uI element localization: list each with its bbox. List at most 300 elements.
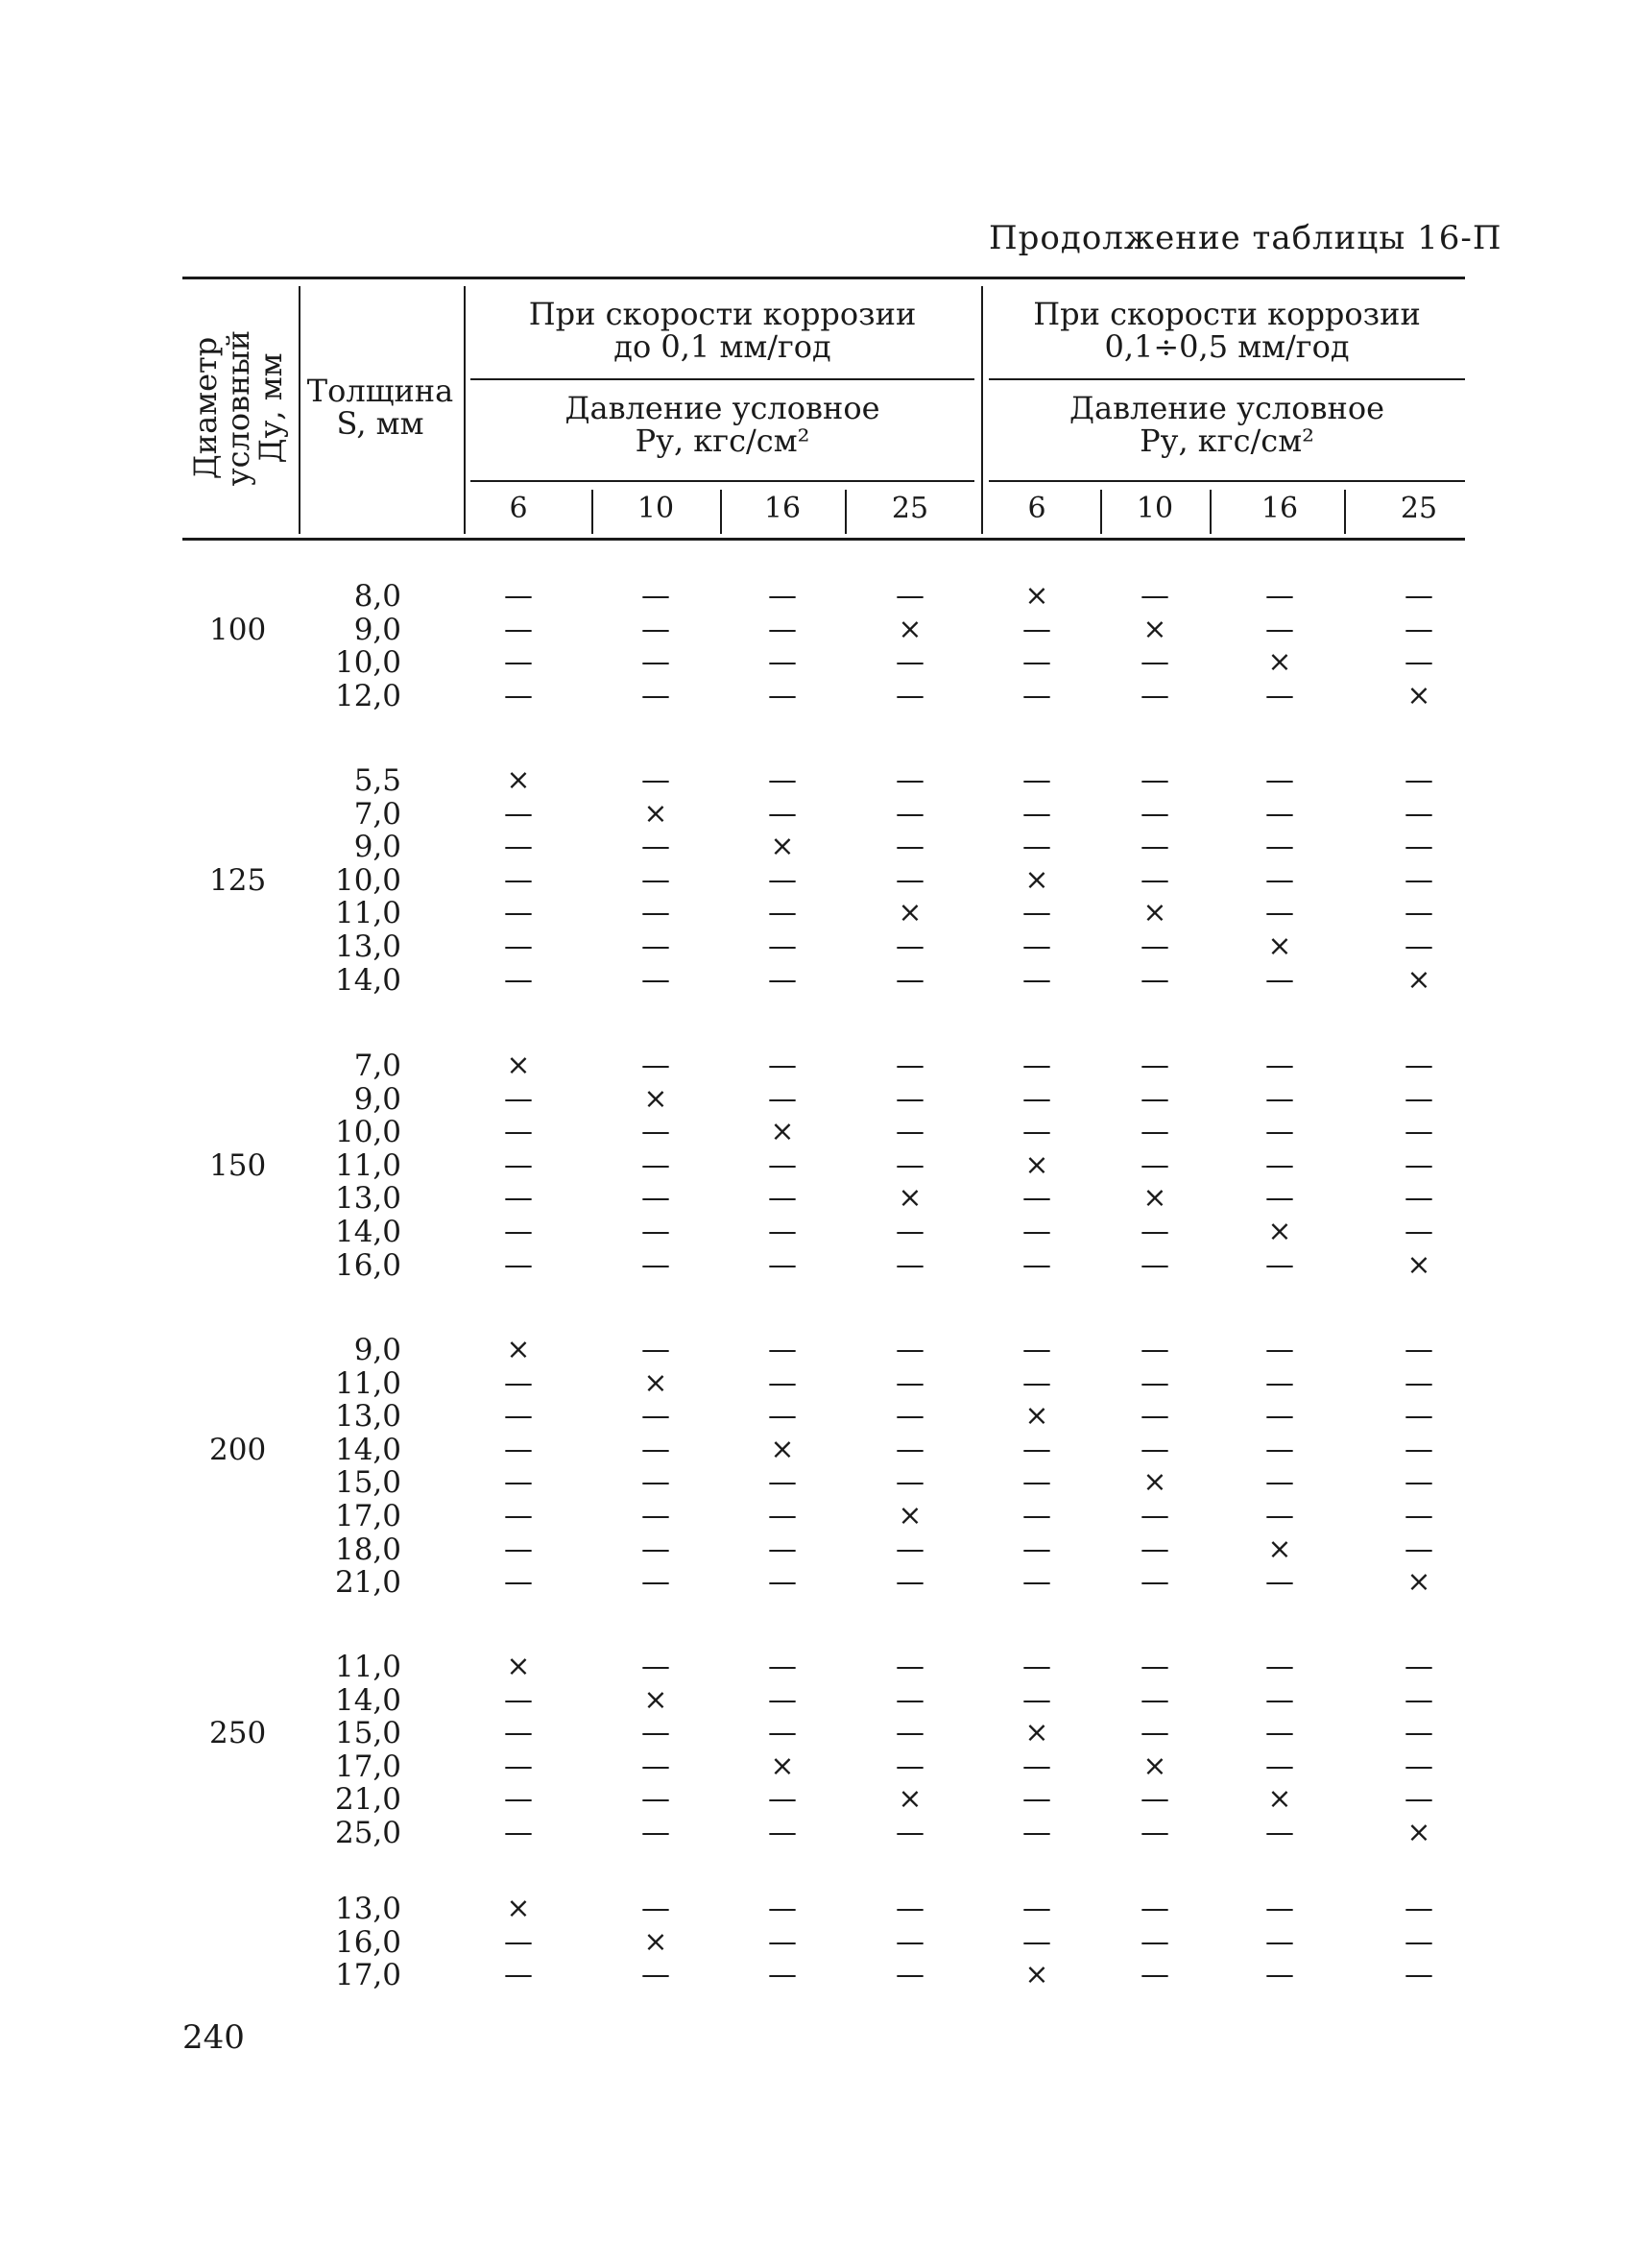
header-divider [1344,490,1346,534]
not-applicable-dash: — [1265,579,1294,613]
not-applicable-dash: — [504,1958,533,1992]
not-applicable-dash: — [1141,678,1169,712]
not-applicable-dash: — [896,1115,925,1149]
not-applicable-dash: — [896,1958,925,1992]
applicable-mark: × [643,1081,668,1116]
not-applicable-dash: — [1141,830,1169,864]
not-applicable-dash: — [1405,1049,1433,1082]
not-applicable-dash: — [504,678,533,712]
not-applicable-dash: — [1141,1115,1169,1149]
not-applicable-dash: — [1265,1399,1294,1434]
not-applicable-dash: — [504,1081,533,1116]
not-applicable-dash: — [1141,1432,1169,1466]
not-applicable-dash: — [768,1147,797,1182]
pressure-header-2: Давление условное Pу, кгс/см² [1069,390,1385,459]
not-applicable-dash: — [641,1650,670,1683]
not-applicable-dash: — [768,612,797,646]
not-applicable-dash: — [1141,1215,1169,1248]
not-applicable-dash: — [1022,645,1051,680]
not-applicable-dash: — [1405,1924,1433,1959]
not-applicable-dash: — [641,962,670,997]
not-applicable-dash: — [504,1565,533,1600]
not-applicable-dash: — [896,1147,925,1182]
not-applicable-dash: — [504,1432,533,1466]
not-applicable-dash: — [1022,1465,1051,1500]
diameter-value: 100 [209,612,267,647]
not-applicable-dash: — [504,1365,533,1400]
not-applicable-dash: — [768,1399,797,1434]
not-applicable-dash: — [1022,678,1051,712]
not-applicable-dash: — [768,678,797,712]
not-applicable-dash: — [641,929,670,963]
not-applicable-dash: — [1405,1115,1433,1149]
not-applicable-dash: — [896,1749,925,1783]
not-applicable-dash: — [504,1247,533,1282]
not-applicable-dash: — [768,1532,797,1566]
not-applicable-dash: — [641,1115,670,1149]
not-applicable-dash: — [768,1215,797,1248]
not-applicable-dash: — [896,862,925,897]
applicable-mark: × [898,1782,923,1817]
not-applicable-dash: — [1265,830,1294,864]
not-applicable-dash: — [768,1333,797,1366]
not-applicable-dash: — [896,1081,925,1116]
not-applicable-dash: — [896,962,925,997]
not-applicable-dash: — [1022,1215,1051,1248]
pressure-value: 6 [1027,492,1046,525]
not-applicable-dash: — [641,1816,670,1849]
not-applicable-dash: — [1265,763,1294,797]
not-applicable-dash: — [1265,1147,1294,1182]
not-applicable-dash: — [896,645,925,680]
not-applicable-dash: — [896,1247,925,1282]
not-applicable-dash: — [768,862,797,897]
not-applicable-dash: — [896,1432,925,1466]
not-applicable-dash: — [1405,1958,1433,1992]
diameter-value: 150 [209,1147,267,1183]
not-applicable-dash: — [1022,1365,1051,1400]
not-applicable-dash: — [504,579,533,613]
not-applicable-dash: — [1265,678,1294,712]
not-applicable-dash: — [1022,1115,1051,1149]
thickness-value: 5,5 [353,763,401,798]
thickness-value: 14,0 [334,1682,401,1718]
not-applicable-dash: — [896,830,925,864]
thickness-value: 25,0 [334,1816,401,1850]
not-applicable-dash: — [504,830,533,864]
applicable-mark: × [1406,962,1431,997]
not-applicable-dash: — [1022,1499,1051,1532]
not-applicable-dash: — [1405,1749,1433,1783]
pressure-value: 6 [509,492,528,525]
not-applicable-dash: — [1265,1716,1294,1750]
not-applicable-dash: — [641,645,670,680]
not-applicable-dash: — [1405,1432,1433,1466]
not-applicable-dash: — [768,1924,797,1959]
not-applicable-dash: — [1265,1565,1294,1600]
not-applicable-dash: — [768,1782,797,1817]
not-applicable-dash: — [896,1049,925,1082]
not-applicable-dash: — [1265,862,1294,897]
not-applicable-dash: — [1022,1782,1051,1817]
table-caption: Продолжение таблицы 16-П [989,219,1502,257]
not-applicable-dash: — [1265,1499,1294,1532]
not-applicable-dash: — [1405,1399,1433,1434]
applicable-mark: × [643,1924,668,1959]
header-divider [845,490,847,534]
not-applicable-dash: — [1405,1682,1433,1717]
thickness-value: 9,0 [353,1081,401,1117]
applicable-mark: × [1024,1147,1049,1182]
not-applicable-dash: — [768,579,797,613]
not-applicable-dash: — [1265,1049,1294,1082]
not-applicable-dash: — [768,1081,797,1116]
header-divider [1100,490,1102,534]
not-applicable-dash: — [504,1115,533,1149]
applicable-mark: × [1142,896,1167,930]
header-divider [470,378,974,380]
not-applicable-dash: — [768,763,797,797]
not-applicable-dash: — [896,1682,925,1717]
not-applicable-dash: — [1022,1924,1051,1959]
not-applicable-dash: — [641,1181,670,1216]
not-applicable-dash: — [641,1147,670,1182]
header-divider [591,490,593,534]
applicable-mark: × [898,896,923,930]
thickness-value: 17,0 [334,1499,401,1533]
not-applicable-dash: — [768,962,797,997]
not-applicable-dash: — [641,1565,670,1600]
not-applicable-dash: — [641,1215,670,1248]
not-applicable-dash: — [1141,1147,1169,1182]
not-applicable-dash: — [896,929,925,963]
not-applicable-dash: — [641,1749,670,1783]
not-applicable-dash: — [504,1782,533,1817]
not-applicable-dash: — [1141,1924,1169,1959]
not-applicable-dash: — [1022,1532,1051,1566]
header-divider [989,378,1465,380]
not-applicable-dash: — [1405,830,1433,864]
thickness-value: 10,0 [334,645,401,681]
corrosion-group-1-header: При скорости коррозии до 0,1 мм/год [528,296,917,365]
not-applicable-dash: — [896,1365,925,1400]
table-top-rule [182,277,1465,279]
not-applicable-dash: — [1405,896,1433,930]
not-applicable-dash: — [504,1147,533,1182]
header-divider [1210,490,1212,534]
thickness-value: 16,0 [334,1247,401,1283]
not-applicable-dash: — [1405,763,1433,797]
not-applicable-dash: — [641,763,670,797]
not-applicable-dash: — [504,862,533,897]
thickness-value: 13,0 [334,1181,401,1217]
not-applicable-dash: — [641,1465,670,1500]
not-applicable-dash: — [768,1892,797,1925]
applicable-mark: × [643,796,668,831]
not-applicable-dash: — [1405,1181,1433,1216]
not-applicable-dash: — [1405,1716,1433,1750]
thickness-value: 14,0 [334,962,401,998]
not-applicable-dash: — [896,1650,925,1683]
not-applicable-dash: — [1022,1181,1051,1216]
not-applicable-dash: — [1022,763,1051,797]
not-applicable-dash: — [641,1716,670,1750]
not-applicable-dash: — [896,763,925,797]
not-applicable-dash: — [768,1816,797,1849]
not-applicable-dash: — [1141,645,1169,680]
not-applicable-dash: — [896,796,925,831]
not-applicable-dash: — [504,1465,533,1500]
not-applicable-dash: — [1141,1650,1169,1683]
not-applicable-dash: — [1141,763,1169,797]
applicable-mark: × [1024,862,1049,897]
not-applicable-dash: — [896,1924,925,1959]
thickness-value: 12,0 [334,678,401,713]
applicable-mark: × [1142,1181,1167,1216]
applicable-mark: × [1142,1465,1167,1500]
not-applicable-dash: — [1141,862,1169,897]
not-applicable-dash: — [504,1399,533,1434]
not-applicable-dash: — [896,1716,925,1750]
not-applicable-dash: — [641,678,670,712]
not-applicable-dash: — [1265,1958,1294,1992]
thickness-value: 11,0 [334,1147,401,1183]
not-applicable-dash: — [768,1049,797,1082]
not-applicable-dash: — [1405,579,1433,613]
thickness-value: 10,0 [334,1115,401,1150]
applicable-mark: × [506,1650,531,1683]
applicable-mark: × [1267,1782,1292,1817]
not-applicable-dash: — [1141,929,1169,963]
not-applicable-dash: — [768,1716,797,1750]
not-applicable-dash: — [1141,1365,1169,1400]
not-applicable-dash: — [504,1749,533,1783]
not-applicable-dash: — [1022,962,1051,997]
not-applicable-dash: — [641,862,670,897]
not-applicable-dash: — [641,1892,670,1925]
not-applicable-dash: — [641,1247,670,1282]
not-applicable-dash: — [1141,796,1169,831]
not-applicable-dash: — [1265,612,1294,646]
not-applicable-dash: — [504,796,533,831]
not-applicable-dash: — [641,1532,670,1566]
not-applicable-dash: — [896,579,925,613]
not-applicable-dash: — [504,1716,533,1750]
applicable-mark: × [770,1115,795,1149]
not-applicable-dash: — [768,1958,797,1992]
not-applicable-dash: — [768,1650,797,1683]
not-applicable-dash: — [768,1499,797,1532]
not-applicable-dash: — [896,1465,925,1500]
not-applicable-dash: — [1022,1682,1051,1717]
not-applicable-dash: — [1265,796,1294,831]
thickness-value: 15,0 [334,1716,401,1751]
not-applicable-dash: — [641,1782,670,1817]
applicable-mark: × [1267,1532,1292,1566]
not-applicable-dash: — [768,1565,797,1600]
applicable-mark: × [1024,1399,1049,1434]
not-applicable-dash: — [1405,612,1433,646]
applicable-mark: × [770,1432,795,1466]
not-applicable-dash: — [1405,1081,1433,1116]
not-applicable-dash: — [1405,1782,1433,1817]
not-applicable-dash: — [896,1333,925,1366]
not-applicable-dash: — [1405,1333,1433,1366]
not-applicable-dash: — [504,1924,533,1959]
diameter-value: 250 [209,1716,267,1751]
header-divider [299,286,300,534]
not-applicable-dash: — [1265,1115,1294,1149]
not-applicable-dash: — [768,1181,797,1216]
not-applicable-dash: — [1022,1816,1051,1849]
not-applicable-dash: — [1141,1399,1169,1434]
not-applicable-dash: — [641,1333,670,1366]
pressure-value: 10 [1136,492,1174,525]
not-applicable-dash: — [1265,1924,1294,1959]
not-applicable-dash: — [641,830,670,864]
not-applicable-dash: — [896,1892,925,1925]
not-applicable-dash: — [1022,1749,1051,1783]
not-applicable-dash: — [896,1816,925,1849]
not-applicable-dash: — [896,1215,925,1248]
not-applicable-dash: — [1265,896,1294,930]
thickness-value: 7,0 [353,796,401,832]
not-applicable-dash: — [504,1499,533,1532]
pressure-value: 25 [891,492,929,525]
applicable-mark: × [643,1365,668,1400]
thickness-value: 14,0 [334,1432,401,1467]
applicable-mark: × [1024,579,1049,613]
not-applicable-dash: — [896,1565,925,1600]
applicable-mark: × [898,1181,923,1216]
diameter-value: 125 [209,862,267,898]
not-applicable-dash: — [1405,1465,1433,1500]
not-applicable-dash: — [1141,1892,1169,1925]
applicable-mark: × [1406,678,1431,712]
not-applicable-dash: — [504,645,533,680]
not-applicable-dash: — [1141,1247,1169,1282]
applicable-mark: × [1142,1749,1167,1783]
header-divider [720,490,722,534]
applicable-mark: × [506,1049,531,1082]
not-applicable-dash: — [1022,796,1051,831]
thickness-value: 14,0 [334,1215,401,1249]
corrosion-group-2-header: При скорости коррозии 0,1÷0,5 мм/год [1033,296,1421,365]
thickness-value: 9,0 [353,830,401,865]
thickness-value: 10,0 [334,862,401,898]
not-applicable-dash: — [641,612,670,646]
applicable-mark: × [1267,645,1292,680]
thickness-value: 8,0 [353,579,401,614]
thickness-value: 13,0 [334,1399,401,1435]
not-applicable-dash: — [768,1365,797,1400]
not-applicable-dash: — [896,1399,925,1434]
applicable-mark: × [643,1682,668,1717]
not-applicable-dash: — [1022,1650,1051,1683]
not-applicable-dash: — [504,1215,533,1248]
applicable-mark: × [1024,1716,1049,1750]
page-number: 240 [182,2018,245,2057]
not-applicable-dash: — [1405,1892,1433,1925]
not-applicable-dash: — [768,1682,797,1717]
not-applicable-dash: — [1405,1365,1433,1400]
not-applicable-dash: — [1141,1333,1169,1366]
not-applicable-dash: — [641,896,670,930]
applicable-mark: × [1406,1565,1431,1600]
applicable-mark: × [1406,1247,1431,1282]
not-applicable-dash: — [1265,1465,1294,1500]
pressure-value: 16 [1261,492,1299,525]
not-applicable-dash: — [768,1247,797,1282]
not-applicable-dash: — [641,1049,670,1082]
not-applicable-dash: — [1405,1650,1433,1683]
not-applicable-dash: — [768,796,797,831]
thickness-column-header: Толщина S, мм [306,373,454,442]
header-divider [464,286,466,534]
not-applicable-dash: — [1405,1215,1433,1248]
not-applicable-dash: — [1022,896,1051,930]
not-applicable-dash: — [1265,1892,1294,1925]
not-applicable-dash: — [504,896,533,930]
not-applicable-dash: — [504,612,533,646]
diameter-value: 200 [209,1432,267,1467]
not-applicable-dash: — [641,579,670,613]
not-applicable-dash: — [641,1499,670,1532]
not-applicable-dash: — [1265,1650,1294,1683]
not-applicable-dash: — [504,1532,533,1566]
not-applicable-dash: — [641,1399,670,1434]
not-applicable-dash: — [1265,1749,1294,1783]
thickness-value: 9,0 [353,1333,401,1367]
not-applicable-dash: — [1022,1081,1051,1116]
pressure-value: 10 [636,492,675,525]
not-applicable-dash: — [1022,1565,1051,1600]
applicable-mark: × [506,763,531,797]
thickness-value: 21,0 [334,1782,401,1818]
not-applicable-dash: — [1141,1565,1169,1600]
not-applicable-dash: — [1022,830,1051,864]
not-applicable-dash: — [1405,645,1433,680]
not-applicable-dash: — [1265,1333,1294,1366]
thickness-value: 11,0 [334,1365,401,1401]
not-applicable-dash: — [1022,1892,1051,1925]
header-divider [470,480,974,482]
not-applicable-dash: — [1141,1782,1169,1817]
thickness-value: 17,0 [334,1749,401,1784]
applicable-mark: × [770,830,795,864]
not-applicable-dash: — [768,929,797,963]
not-applicable-dash: — [1022,1049,1051,1082]
not-applicable-dash: — [1405,929,1433,963]
not-applicable-dash: — [504,1181,533,1216]
pressure-value: 16 [763,492,802,525]
not-applicable-dash: — [1141,1682,1169,1717]
not-applicable-dash: — [1265,1247,1294,1282]
not-applicable-dash: — [1141,1081,1169,1116]
thickness-value: 13,0 [334,929,401,964]
thickness-value: 21,0 [334,1565,401,1601]
applicable-mark: × [898,1499,923,1532]
applicable-mark: × [1406,1816,1431,1849]
thickness-value: 9,0 [353,612,401,647]
thickness-value: 17,0 [334,1958,401,1993]
applicable-mark: × [770,1749,795,1783]
applicable-mark: × [1024,1958,1049,1992]
not-applicable-dash: — [1265,1682,1294,1717]
applicable-mark: × [898,612,923,646]
not-applicable-dash: — [896,678,925,712]
not-applicable-dash: — [768,645,797,680]
